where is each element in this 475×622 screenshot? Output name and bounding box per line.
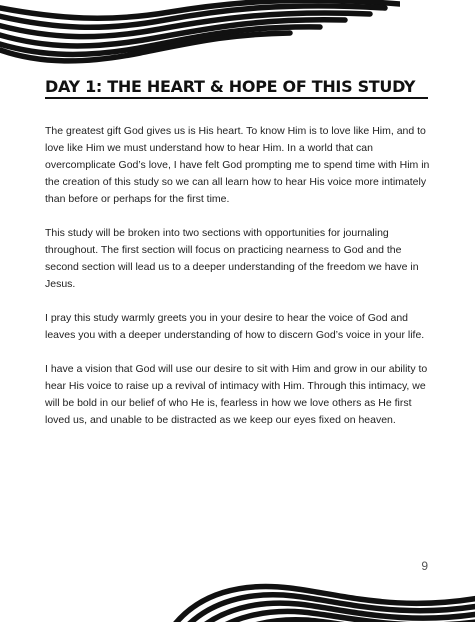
- paragraph: I have a vision that God will use our desire to sit with Him and grow in our ability to hear His voice to raise up a revival of intimacy with Him. Through this intimacy, we will be bold in our belief of who He is, fearless in how we love others as He first loved us, and unable to be distracted as we keep our eyes fixed on heaven.: [45, 363, 428, 426]
- paragraph: This study will be broken into two sections with opportunities for journaling throughout. The first section will focus on practicing nearness to God and the second section will lead us to a deeper understanding of the freedom we have in Jesus.: [45, 227, 419, 290]
- body-text: [45, 123, 430, 446]
- top-wave-stripes-icon: [0, 0, 400, 66]
- paragraph: The greatest gift God gives us is His heart. To know Him is to love like Him, and to love like Him we must understand how to hear Him. In a world that can overcomplicate God’s love, I have felt God prompting me to spend time with Him in the creation of this study so we can all learn how to hear His voice more intimately than before or perhaps for the first time.: [45, 125, 430, 205]
- paragraph: I pray this study warmly greets you in your desire to hear the voice of God and leaves you with a deeper understanding of how to discern God’s voice in your life.: [45, 312, 425, 341]
- bottom-wave-stripes-icon: [170, 574, 475, 622]
- title-underline: [45, 97, 428, 99]
- page-number: 9: [421, 559, 428, 573]
- page-title: DAY 1: THE HEART & HOPE OF THIS STUDY: [45, 77, 416, 96]
